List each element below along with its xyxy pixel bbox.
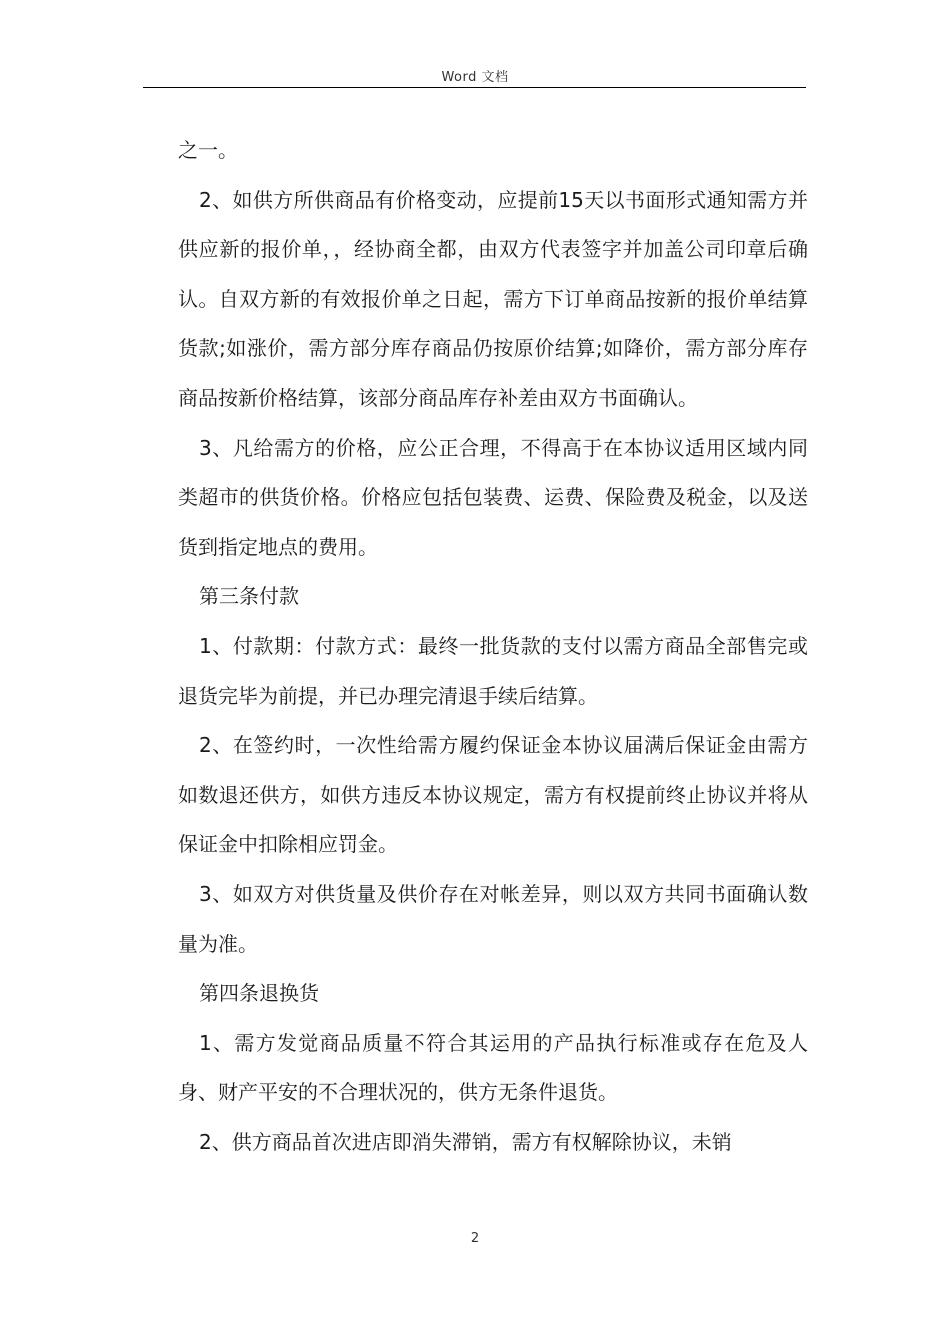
header-rule [143, 87, 806, 88]
paragraph: 2、在签约时，一次性给需方履约保证金本协议届满后保证金由需方如数退还供方，如供方违反本协议规定，需方有权提前终止协议并将从保证金中扣除相应罚金。 [178, 733, 808, 857]
paragraph: 3、凡给需方的价格，应公正合理，不得高于在本协议适用区域内同类超市的供货价格。价格应包括包装费、运费、保险费及税金，以及送货到指定地点的费用。 [178, 435, 808, 559]
paragraph: 3、如双方对供货量及供价存在对帐差异，则以双方共同书面确认数量为准。 [178, 881, 808, 956]
paragraph: 2、供方商品首次进店即消失滞销，需方有权解除协议，未销 [199, 1129, 732, 1154]
paragraph: 1、需方发觉商品质量不符合其运用的产品执行标准或存在危及人身、财产平安的不合理状况的，供方无条件退货。 [178, 1030, 808, 1105]
paragraph: 2、如供方所供商品有价格变动，应提前15天以书面形式通知需方并供应新的报价单，，经协商全都，由双方代表签字并加盖公司印章后确认。自双方新的有效报价单之日起，需方下订单商品按新的报价单结算货款;如涨价，需方部分库存商品仍按原价结算;如降价，需方部分库存商品按新价格结算，该部分商品库存补差由双方书面确认。 [178, 187, 808, 410]
section-heading: 第四条退换货 [199, 981, 319, 1006]
page-number: 2 [470, 1231, 480, 1246]
paragraph: 之一。 [178, 138, 238, 162]
page-header: Word 文档 [441, 70, 509, 85]
document-body [178, 126, 808, 1167]
paragraph: 1、付款期：付款方式：最终一批货款的支付以需方商品全部售完或退货完毕为前提，并已办理完清退手续后结算。 [178, 633, 808, 708]
section-heading: 第三条付款 [199, 584, 299, 609]
